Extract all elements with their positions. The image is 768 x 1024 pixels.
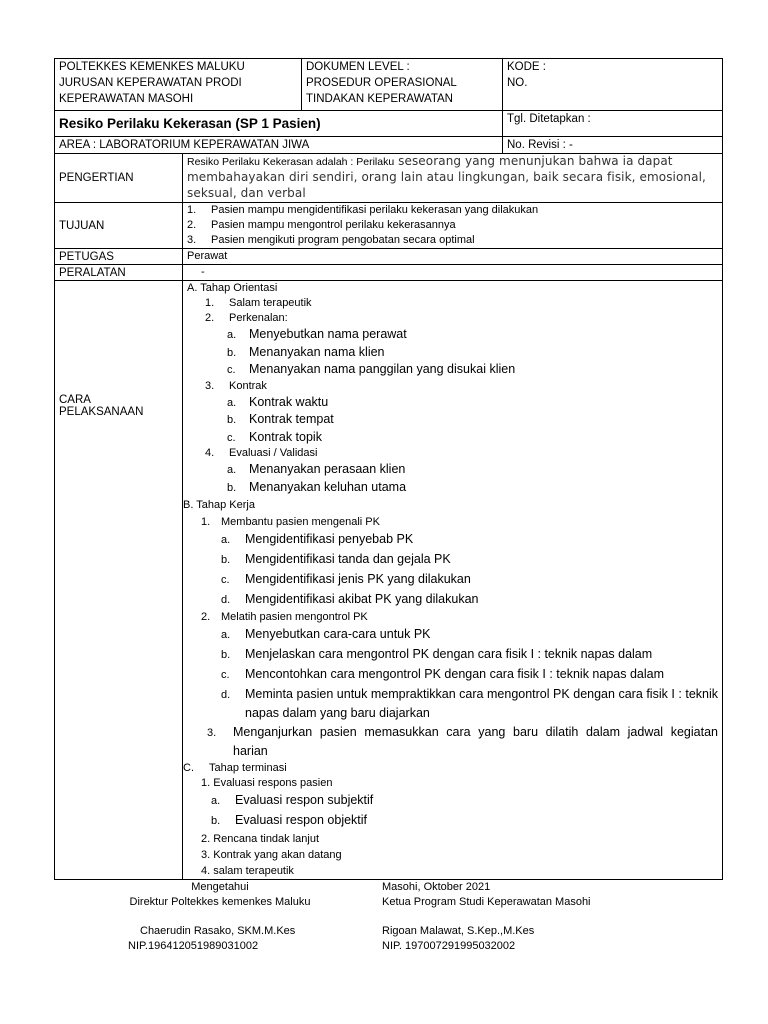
a1-text: Salam terapeutik [229, 297, 312, 309]
procedure-table [54, 153, 723, 880]
institution-cell: POLTEKKES KEMENKES MALUKU JURUSAN KEPERAWATAN PRODI KEPERAWATAN MASOHI [55, 59, 302, 111]
header-table [54, 58, 723, 154]
code-cell: KODE : NO. [503, 59, 723, 111]
petugas-label: PETUGAS [55, 249, 183, 265]
revision-cell: No. Revisi : - [503, 137, 723, 154]
peralatan-value: - [183, 265, 723, 281]
document-level-cell: DOKUMEN LEVEL : PROSEDUR OPERASIONAL TINDAKAN KEPERAWATAN [302, 59, 503, 111]
tujuan-item: 1. Pasien mampu mengidentifikasi perilaku kekerasan yang dilakukan [187, 204, 539, 216]
peralatan-label: PERALATAN [55, 265, 183, 281]
right-signature: Masohi, Oktober 2021 Ketua Program Studi Keperawatan Masohi [382, 881, 591, 908]
area-cell: AREA : LABORATORIUM KEPERAWATAN JIWA [55, 137, 503, 154]
section-a-title: A. Tahap Orientasi [187, 282, 278, 294]
left-nip: NIP.196412051989031002 [128, 940, 259, 952]
tujuan-item: 3. Pasien mengikuti program pengobatan secara optimal [187, 234, 475, 246]
a2-text: Perkenalan: [229, 312, 288, 324]
sop-document [54, 58, 722, 880]
section-b-title: B. Tahap Kerja [183, 499, 255, 511]
right-signatory: Rigoan Malawat, S.Kep.,M.Kes NIP. 197007291995032002 [382, 925, 535, 952]
document-title: Resiko Perilaku Kekerasan (SP 1 Pasien) [55, 111, 503, 137]
left-signature: Mengetahui Direktur Poltekkes kemenkes Maluku [129, 881, 311, 908]
cara-content: A. Tahap Orientasi 1. Salam terapeutik 2. Perkenalan: a. Menyebutkan nama perawat b. Menanyakan nama klien c. Menanyakan nama panggilan yang disukai klien 3. Kontrak a. Kontrak waktu b. Kontrak tempat c. Kontrak topik 4. Evaluasi / Validasi a. Menanyakan perasaan klien b. Menanyakan keluhan utama B. Tahap Kerja 1. Membantu pasien mengenali PK a. Mengidentifikasi penyebab PK b. Mengidentifikasi tanda dan gejala PK c. Mengidentifikasi jenis PK yang dilakukan d. Mengidentifikasi akibat PK yang dilakukan 2. Melatih pasien mengontrol PK a. Menyebutkan cara-cara untuk PK b. Menjelaskan cara mengontrol PK dengan cara fisik I : teknik napas dalam c. Mencontohkan cara mengontrol PK dengan cara fisik I : teknik napas dalam d. Meminta pasien untuk mempraktikkan cara mengontrol PK dengan cara fisik I : teknik napas dalam yang baru diajarkan 3. Menganjurkan pasien memasukkan cara yang baru dilatih dalam jadwal kegiatan harian C. Tahap terminasi 1. Evaluasi respons pasien a. Evaluasi respon subjektif b. Evaluasi respon objektif 2. Rencana tindak lanjut 3. Kontrak yang akan datang 4. salam terapeutik [183, 281, 723, 880]
tujuan-item: 2. Pasien mampu mengontrol perilaku kekerasannya [187, 219, 456, 231]
set-date-cell: Tgl. Ditetapkan : [503, 111, 723, 137]
left-signatory: Chaerudin Rasako, SKM.M.Kes [140, 925, 296, 937]
petugas-value: Perawat [183, 249, 723, 265]
cara-label: CARA PELAKSANAAN [55, 281, 183, 880]
section-c-title: Tahap terminasi [209, 762, 287, 774]
pengertian-text: Resiko Perilaku Kekerasan adalah : Perilaku seseorang yang menunjukan bahwa ia dapat membahayakan diri sendiri, orang lain atau lingkungan, baik secara fisik, emosional, seksual, dan verbal [183, 154, 723, 203]
pengertian-label: PENGERTIAN [55, 154, 183, 203]
tujuan-label: TUJUAN [55, 203, 183, 249]
tujuan-list [183, 203, 723, 249]
